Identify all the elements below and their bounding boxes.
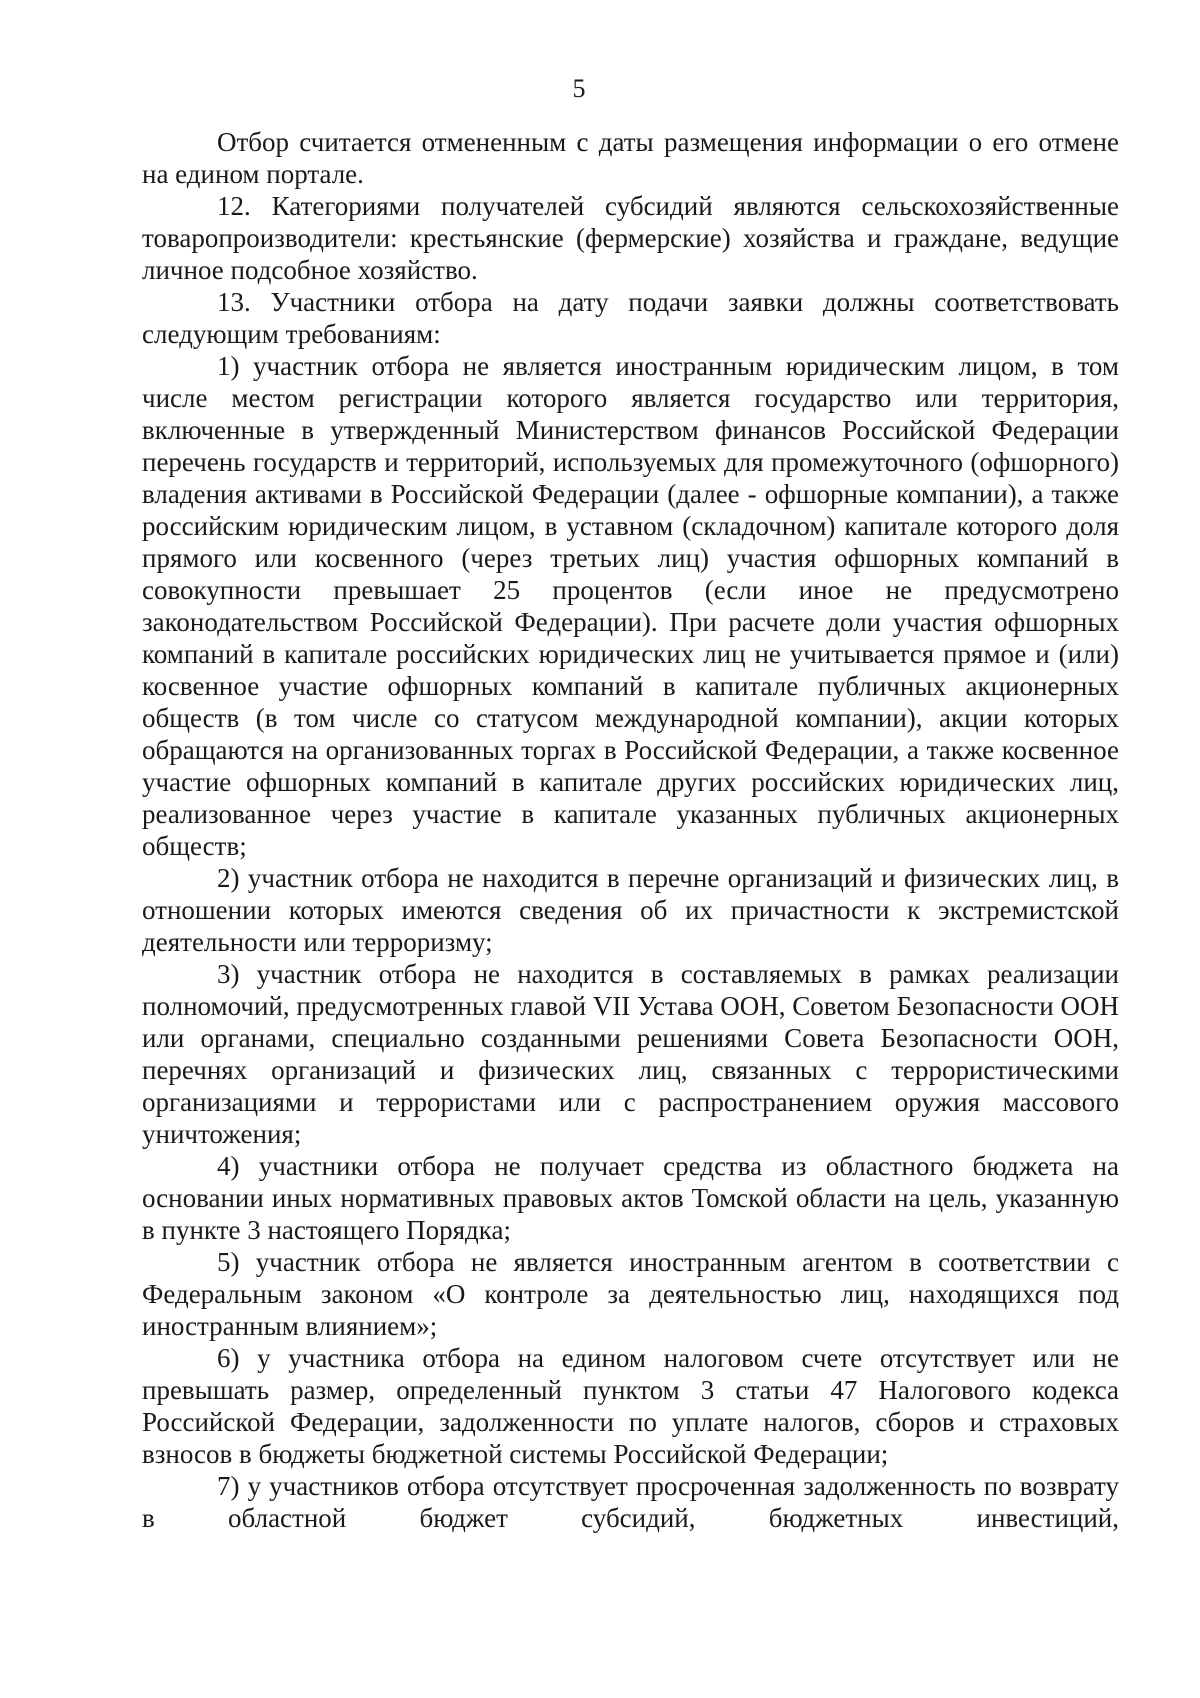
paragraph-13-requirements: 13. Участники отбора на дату подачи заявки должны соответствовать следующим требованиям: <box>142 287 1119 349</box>
requirement-1-offshore: 1) участник отбора не является иностранным юридическим лицом, в том числе местом регистрации которого является государство или территория, включенные в утвержденный Министерством финансов Российской Федерации перечень государств и территорий, используемых для промежуточного (офшорного) владения активами в Российской Федерации (далее - офшорные компании), а также российским юридическим лицом, в уставном (складочном) капитале которого доля прямого или косвенного (через третьих лиц) участия офшорных компаний в совокупности превышает 25 процентов (если иное не предусмотрено законодательством Российской Федерации). При расчете доли участия офшорных компаний в капитале российских юридических лиц не учитывается прямое и (или) косвенное участие офшорных компаний в капитале публичных акционерных обществ (в том числе со статусом международной компании), акции которых обращаются на организованных торгах в Российской Федерации, а также косвенное участие офшорных компаний в капитале других российских юридических лиц, реализованное через участие в капитале указанных публичных акционерных обществ; <box>142 351 1119 861</box>
paragraph-12-recipient-categories: 12. Категориями получателей субсидий являются сельскохозяйственные товаропроизводители: крестьянские (фермерские) хозяйства и граждане, ведущие личное подсобное хозяйство. <box>142 191 1119 285</box>
requirement-7-overdue-debt: 7) у участников отбора отсутствует просроченная задолженность по возврату в областной бюджет субсидий, бюджетных инвестиций, <box>142 1471 1119 1533</box>
page-number: 5 <box>572 74 586 103</box>
requirement-3-un-lists: 3) участник отбора не находится в составляемых в рамках реализации полномочий, предусмотренных главой VII Устава ООН, Советом Безопасности ООН или органами, специально созданными решениями Совета Безопасности ООН, перечнях организаций и физических лиц, связанных с террористическими организациями и террористами или с распространением оружия массового уничтожения; <box>142 959 1119 1149</box>
document-body <box>142 126 1119 1534</box>
requirement-6-tax-debt: 6) у участника отбора на едином налоговом счете отсутствует или не превышать размер, определенный пунктом 3 статьи 47 Налогового кодекса Российской Федерации, задолженности по уплате налогов, сборов и страховых взносов в бюджеты бюджетной системы Российской Федерации; <box>142 1343 1119 1469</box>
paragraph-cancellation: Отбор считается отмененным с даты размещения информации о его отмене на едином портале. <box>142 127 1119 189</box>
requirement-2-extremism: 2) участник отбора не находится в перечне организаций и физических лиц, в отношении которых имеются сведения об их причастности к экстремистской деятельности или терроризму; <box>142 863 1119 957</box>
requirement-4-regional-budget: 4) участники отбора не получает средства из областного бюджета на основании иных нормативных правовых актов Томской области на цель, указанную в пункте 3 настоящего Порядка; <box>142 1151 1119 1245</box>
requirement-5-foreign-agent: 5) участник отбора не является иностранным агентом в соответствии с Федеральным законом «О контроле за деятельностью лиц, находящихся под иностранным влиянием»; <box>142 1247 1119 1341</box>
